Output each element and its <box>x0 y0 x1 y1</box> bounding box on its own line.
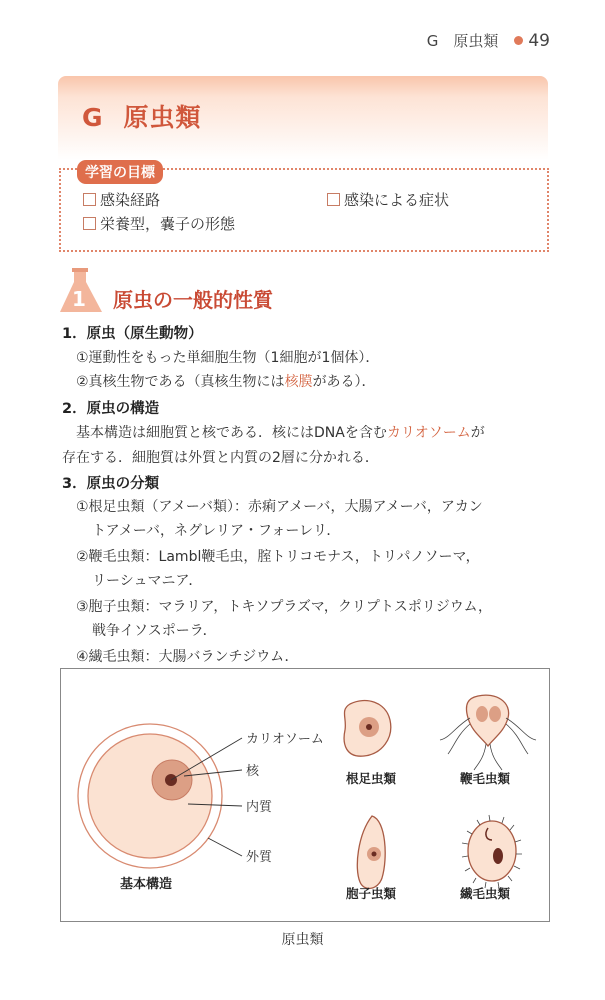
list-item: ④繊毛虫類：大腸バランチジウム． <box>76 649 299 665</box>
list-item: ①根足虫類（アメーバ類）：赤痢アメーバ，大腸アメーバ，アカン <box>76 499 483 515</box>
basic-structure-diagram <box>78 724 324 892</box>
rhizopoda-diagram <box>344 701 396 786</box>
checkbox-icon <box>83 217 96 230</box>
paragraph-line: 基本構造は細胞質と核である．核にはDNAを含むカリオソームが <box>76 425 485 441</box>
objectives-label: 学習の目標 <box>77 160 163 184</box>
flagellata-label: 鞭毛虫類 <box>460 771 511 786</box>
ciliata-label: 繊毛虫類 <box>460 886 511 901</box>
figure-caption: 原虫類 <box>281 932 324 948</box>
checkbox-icon <box>327 193 340 206</box>
list-item: 戦争イソスポーラ． <box>92 623 217 639</box>
objective-item: 感染による症状 <box>327 189 449 210</box>
list-item: リーシュマニア． <box>92 573 203 589</box>
rhizopoda-label: 根足虫類 <box>346 771 397 786</box>
subsection-heading: 3．原虫の分類 <box>62 476 160 492</box>
endoplasm-label: 内質 <box>246 800 273 815</box>
nucleus-label: 核 <box>246 764 260 779</box>
karyosome-label: カリオソーム <box>246 732 324 747</box>
page-number: 49 <box>528 30 550 51</box>
highlight-term: 核膜 <box>284 374 313 390</box>
chapter-title <box>82 98 202 134</box>
endoplasm-circle <box>88 734 212 858</box>
sporozoa-label: 胞子虫類 <box>346 886 397 901</box>
list-item: ②真核生物である（真核生物には核膜がある）． <box>76 374 376 390</box>
section-title: 原虫の一般的性質 <box>113 288 273 312</box>
sporozoa-diagram <box>346 816 397 901</box>
subsection-heading: 2．原虫の構造 <box>62 401 160 417</box>
flagellata-diagram <box>440 695 536 786</box>
ectoplasm-label: 外質 <box>246 850 273 865</box>
paragraph-line: 存在する．細胞質は外質と内質の2層に分かれる． <box>62 450 379 466</box>
flask-icon <box>58 266 106 316</box>
section-number: 1 <box>72 287 86 311</box>
chapter-title-text: 原虫類 <box>123 103 202 132</box>
objective-item: 感染経路 <box>83 189 160 210</box>
running-header-section: G 原虫類 <box>426 32 499 50</box>
list-item: ③胞子虫類：マラリア，トキソプラズマ，クリプトスポリジウム， <box>76 599 493 615</box>
list-item: ②鞭毛虫類：Lambl鞭毛虫，腟トリコモナス，トリパノソーマ， <box>76 549 480 565</box>
subsection-heading: 1．原虫（原生動物） <box>62 326 203 342</box>
list-item: ①運動性をもった単細胞生物（1細胞が1個体）． <box>76 350 380 366</box>
checkbox-icon <box>83 193 96 206</box>
header-dot-icon <box>514 36 523 45</box>
chapter-letter: G <box>82 103 104 132</box>
basic-structure-label: 基本構造 <box>120 877 173 892</box>
objective-item: 栄養型，嚢子の形態 <box>83 213 235 234</box>
list-item: トアメーバ，ネグレリア・フォーレリ． <box>92 523 341 539</box>
highlight-term: カリオソーム <box>386 425 471 441</box>
running-header <box>427 30 550 51</box>
ciliata-diagram <box>459 815 522 901</box>
protozoa-figure <box>60 668 550 922</box>
